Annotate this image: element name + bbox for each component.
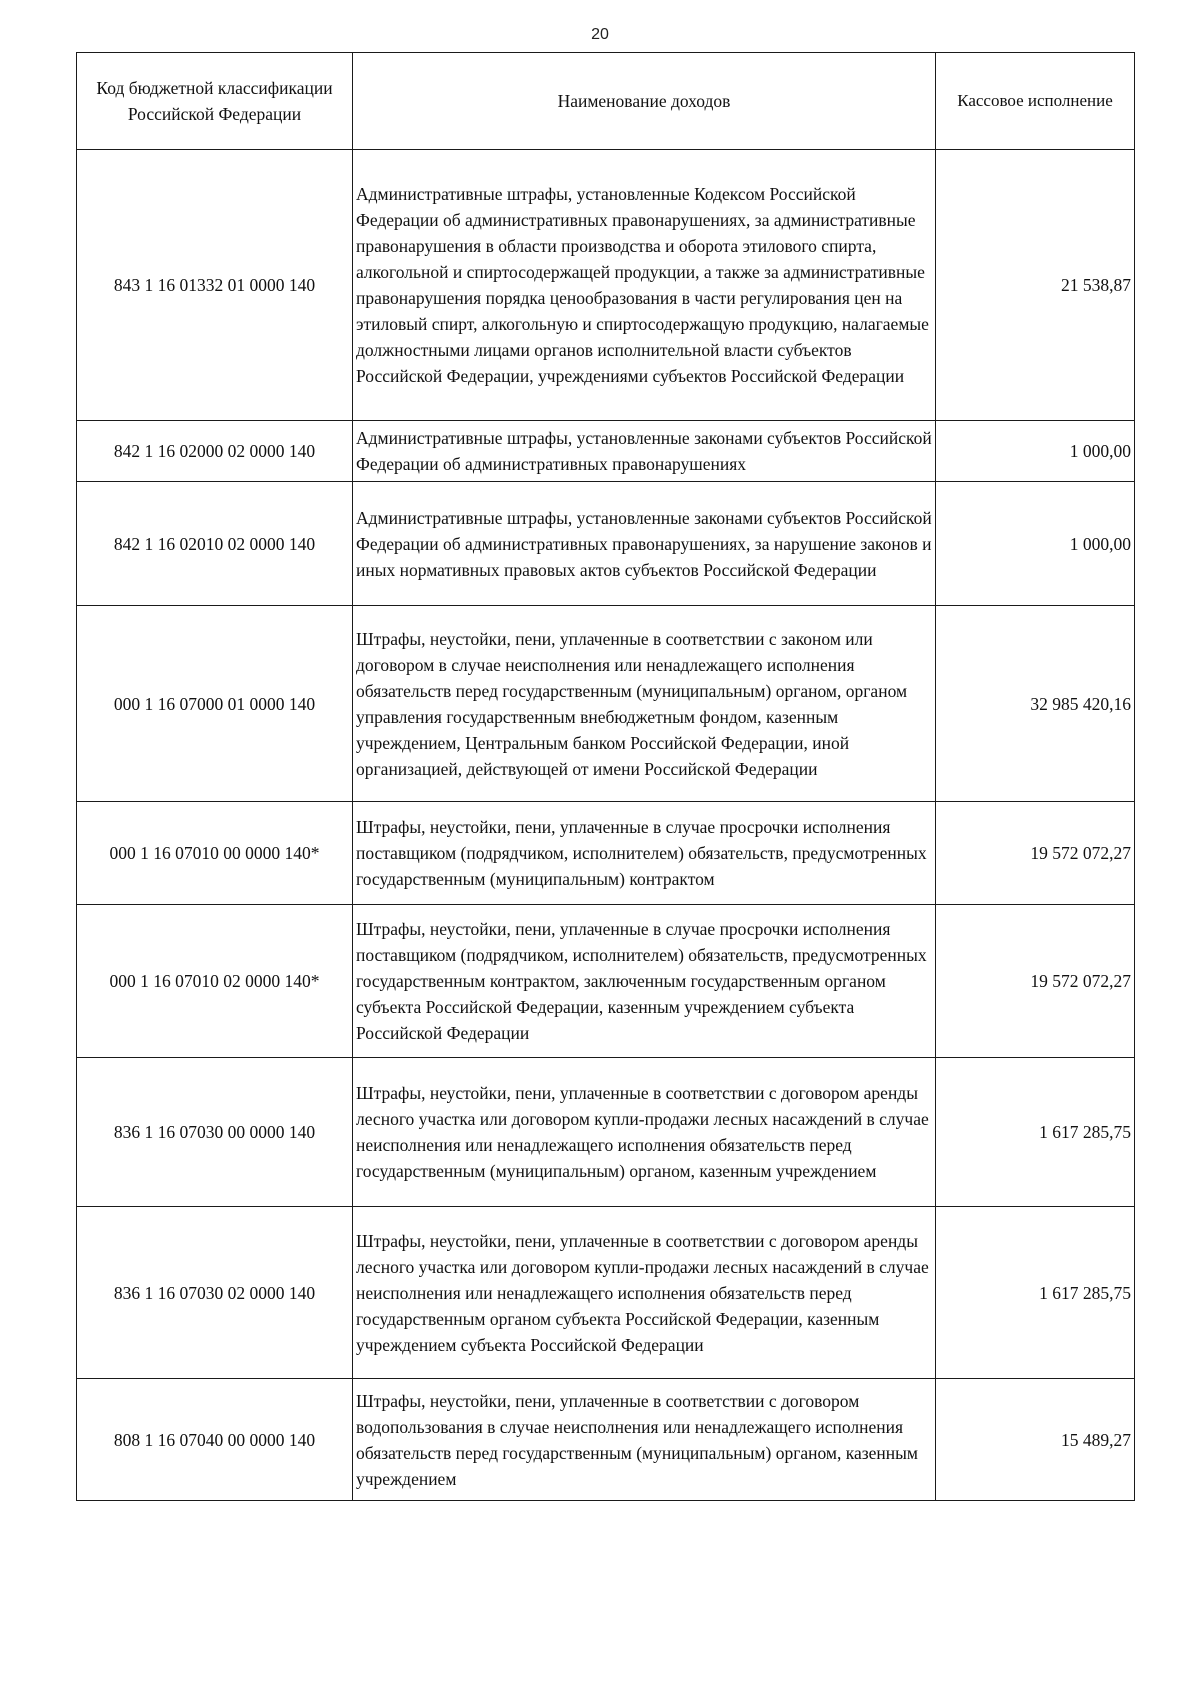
- row-amount: 21 538,87: [936, 150, 1135, 421]
- row-code: 000 1 16 07000 01 0000 140: [77, 606, 353, 802]
- header-code: Код бюджетной классификации Российской Федерации: [77, 53, 353, 150]
- table-row: [77, 421, 1135, 482]
- row-name: Административные штрафы, установленные законами субъектов Российской Федерации об административных правонарушениях, за нарушение законов и иных нормативных правовых актов субъектов Российской Федерации: [353, 482, 936, 606]
- table-header-row: [77, 53, 1135, 150]
- row-code: 000 1 16 07010 02 0000 140*: [77, 905, 353, 1058]
- row-amount: 1 617 285,75: [936, 1058, 1135, 1207]
- row-name: Штрафы, неустойки, пени, уплаченные в случае просрочки исполнения поставщиком (подрядчиком, исполнителем) обязательств, предусмотренных государственным контрактом, заключенным государственным органом субъекта Российской Федерации, казенным учреждением субъекта Российской Федерации: [353, 905, 936, 1058]
- row-amount: 1 617 285,75: [936, 1207, 1135, 1379]
- page-number: 20: [591, 26, 609, 43]
- row-name: Штрафы, неустойки, пени, уплаченные в соответствии с договором водопользования в случае неисполнения или ненадлежащего исполнения обязательств перед государственным (муниципальным) органом, казенным учреждением: [353, 1379, 936, 1501]
- row-name: Административные штрафы, установленные законами субъектов Российской Федерации об административных правонарушениях: [353, 421, 936, 482]
- row-amount: 19 572 072,27: [936, 905, 1135, 1058]
- row-name: Штрафы, неустойки, пени, уплаченные в соответствии с договором аренды лесного участка или договором купли-продажи лесных насаждений в случае неисполнения или ненадлежащего исполнения обязательств перед государственным органом субъекта Российской Федерации, казенным учреждением субъекта Российской Федерации: [353, 1207, 936, 1379]
- table-row: [77, 150, 1135, 421]
- row-amount: 15 489,27: [936, 1379, 1135, 1501]
- row-amount: 32 985 420,16: [936, 606, 1135, 802]
- table-row: [77, 482, 1135, 606]
- row-code: 836 1 16 07030 02 0000 140: [77, 1207, 353, 1379]
- table-row: [77, 1379, 1135, 1501]
- table-row: [77, 905, 1135, 1058]
- row-code: 808 1 16 07040 00 0000 140: [77, 1379, 353, 1501]
- row-name: Административные штрафы, установленные Кодексом Российской Федерации об административных правонарушениях, за административные правонарушения в области производства и оборота этилового спирта, алкогольной и спиртосодержащей продукции, а также за административные правонарушения порядка ценообразования в части регулирования цен на этиловый спирт, алкогольную и спиртосодержащую продукцию, налагаемые должностными лицами органов исполнительной власти субъектов Российской Федерации, учреждениями субъектов Российской Федерации: [353, 150, 936, 421]
- income-table: [76, 52, 1135, 1501]
- header-name: Наименование доходов: [353, 53, 936, 150]
- table-row: [77, 1058, 1135, 1207]
- row-amount: 19 572 072,27: [936, 802, 1135, 905]
- row-code: 000 1 16 07010 00 0000 140*: [77, 802, 353, 905]
- row-amount: 1 000,00: [936, 482, 1135, 606]
- row-code: 842 1 16 02000 02 0000 140: [77, 421, 353, 482]
- row-amount: 1 000,00: [936, 421, 1135, 482]
- table-row: [77, 1207, 1135, 1379]
- row-name: Штрафы, неустойки, пени, уплаченные в случае просрочки исполнения поставщиком (подрядчиком, исполнителем) обязательств, предусмотренных государственным (муниципальным) контрактом: [353, 802, 936, 905]
- header-amount: Кассовое исполнение: [936, 53, 1135, 150]
- table-row: [77, 802, 1135, 905]
- row-code: 842 1 16 02010 02 0000 140: [77, 482, 353, 606]
- row-name: Штрафы, неустойки, пени, уплаченные в соответствии с законом или договором в случае неисполнения или ненадлежащего исполнения обязательств перед государственным (муниципальным) органом, органом управления государственным внебюджетным фондом, казенным учреждением, Центральным банком Российской Федерации, иной организацией, действующей от имени Российской Федерации: [353, 606, 936, 802]
- table-row: [77, 606, 1135, 802]
- row-code: 836 1 16 07030 00 0000 140: [77, 1058, 353, 1207]
- row-code: 843 1 16 01332 01 0000 140: [77, 150, 353, 421]
- row-name: Штрафы, неустойки, пени, уплаченные в соответствии с договором аренды лесного участка или договором купли-продажи лесных насаждений в случае неисполнения или ненадлежащего исполнения обязательств перед государственным (муниципальным) органом, казенным учреждением: [353, 1058, 936, 1207]
